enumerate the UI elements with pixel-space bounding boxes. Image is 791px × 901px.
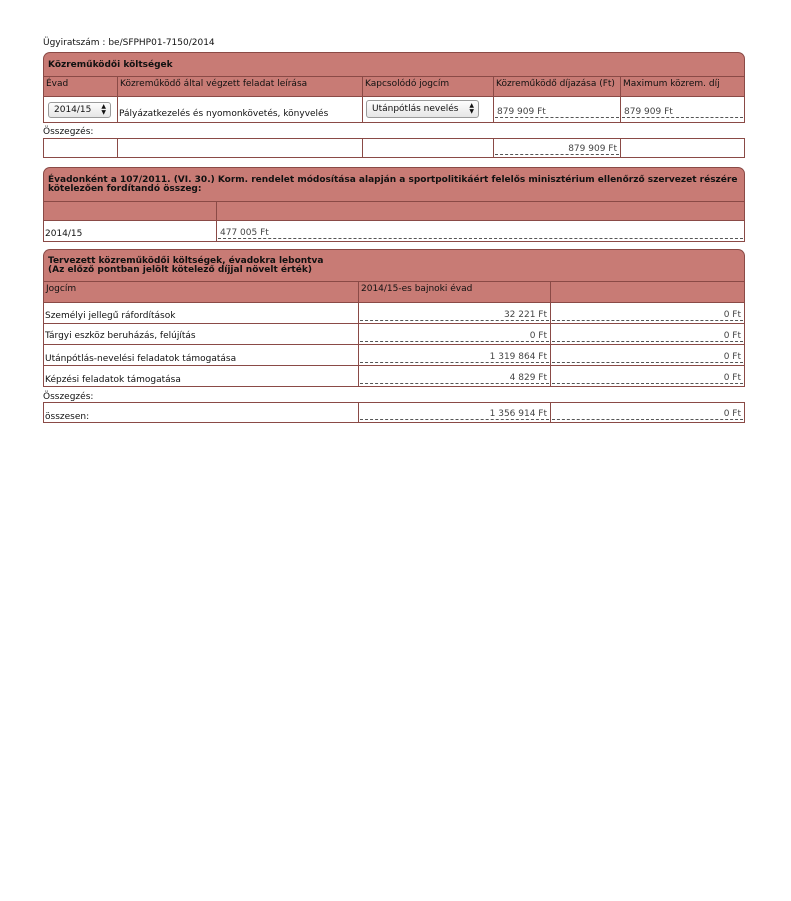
- summary-fee-value: 879 909 Ft: [495, 144, 619, 155]
- planned-costs-title: [43, 249, 745, 281]
- header-related-title: Kapcsolódó jogcím: [363, 77, 494, 96]
- total-row: [43, 402, 745, 423]
- row-label: Tárgyi eszköz beruházás, felújítás: [45, 331, 196, 341]
- total-extra-cell: [551, 403, 745, 422]
- row-value-input[interactable]: 1 319 864 Ft: [360, 352, 549, 363]
- row-value-cell: [359, 324, 551, 344]
- header-season: Évad: [43, 77, 118, 96]
- row-label-cell: [43, 366, 359, 386]
- total-label: összesen:: [45, 412, 90, 422]
- row-value-input[interactable]: 4 829 Ft: [360, 373, 549, 384]
- row-label: Utánpótlás-nevelési feladatok támogatása: [45, 354, 237, 364]
- row-extra-cell: [551, 303, 745, 323]
- planned-costs-title-line1: Tervezett közreműködői költségek, évadokra lebontva: [48, 256, 324, 266]
- fee-input[interactable]: 879 909 Ft: [495, 107, 619, 118]
- row-label-cell: [43, 345, 359, 365]
- row-value-input[interactable]: 0 Ft: [360, 331, 549, 342]
- contributor-costs-header-row: [43, 76, 745, 97]
- row-extra-cell: [551, 366, 745, 386]
- mandatory-season-cell: [43, 221, 217, 241]
- mandatory-amount-row: [43, 221, 745, 242]
- mandatory-amount-header-row: [43, 201, 745, 221]
- row-value-cell: [359, 303, 551, 323]
- row-label: Személyi jellegű ráfordítások: [45, 311, 176, 321]
- description-cell: [118, 97, 363, 122]
- max-fee-input[interactable]: 879 909 Ft: [622, 107, 743, 118]
- header-extra: [551, 282, 745, 302]
- row-extra-input[interactable]: 0 Ft: [552, 373, 743, 384]
- row-extra-input[interactable]: 0 Ft: [552, 331, 743, 342]
- mandatory-amount-cell: [217, 221, 745, 241]
- planned-summary-label: Összegzés:: [43, 392, 94, 402]
- case-number: Ügyiratszám : be/SFPHP01-7150/2014: [43, 38, 215, 48]
- total-extra-value: 0 Ft: [552, 409, 743, 420]
- related-title-select[interactable]: [366, 100, 479, 118]
- row-value-cell: [359, 345, 551, 365]
- row-extra-input[interactable]: 0 Ft: [552, 310, 743, 321]
- task-description: Pályázatkezelés és nyomonkövetés, könyvelés: [119, 109, 329, 119]
- row-extra-cell: [551, 324, 745, 344]
- row-value-input[interactable]: 32 221 Ft: [360, 310, 549, 321]
- chevron-updown-icon: ▲ ▼: [469, 102, 474, 115]
- season-select-value: 2014/15: [54, 105, 92, 115]
- planned-costs-header-row: [43, 281, 745, 303]
- row-label-cell: [43, 303, 359, 323]
- contributor-cost-row: [43, 97, 745, 123]
- summary-empty-cell: [363, 139, 494, 157]
- contributor-costs-title: Közreműködői költségek: [43, 52, 745, 76]
- header-description: Közreműködő által végzett feladat leírása: [118, 77, 363, 96]
- header-empty-cell: [217, 202, 745, 220]
- season-cell: [43, 97, 118, 122]
- summary-label: Összegzés:: [43, 127, 94, 137]
- mandatory-season: 2014/15: [45, 229, 83, 239]
- row-label: Képzési feladatok támogatása: [45, 375, 181, 385]
- table-row: [43, 366, 745, 387]
- table-row: [43, 324, 745, 345]
- related-title-cell: [363, 97, 494, 122]
- header-fee: Közreműködő díjazása (Ft): [494, 77, 621, 96]
- table-row: [43, 303, 745, 324]
- max-fee-cell: [621, 97, 745, 122]
- summary-empty-cell: [43, 139, 118, 157]
- header-title: Jogcím: [43, 282, 359, 302]
- season-select[interactable]: [48, 102, 111, 118]
- header-empty-cell: [43, 202, 217, 220]
- row-value-cell: [359, 366, 551, 386]
- header-max-fee: Maximum közrem. díj: [621, 77, 745, 96]
- mandatory-amount-title-line2: kötelezően fordítandó összeg:: [48, 184, 202, 194]
- mandatory-amount-input[interactable]: 477 005 Ft: [218, 228, 743, 239]
- chevron-updown-icon: ▲ ▼: [101, 103, 106, 116]
- fee-cell: [494, 97, 621, 122]
- mandatory-amount-title-line1: Évadonként a 107/2011. (VI. 30.) Korm. rendelet módosítása alapján a sportpolitikáért felelős minisztérium ellenőrző szervezet részére: [48, 175, 738, 185]
- summary-fee-cell: [494, 139, 621, 157]
- planned-costs-panel: [43, 249, 745, 423]
- summary-empty-cell: [621, 139, 745, 157]
- summary-empty-cell: [118, 139, 363, 157]
- mandatory-amount-panel: [43, 167, 745, 242]
- row-extra-input[interactable]: 0 Ft: [552, 352, 743, 363]
- total-value: 1 356 914 Ft: [360, 409, 549, 420]
- mandatory-amount-title: [43, 167, 745, 201]
- row-label-cell: [43, 324, 359, 344]
- related-title-select-value: Utánpótlás nevelés: [372, 104, 459, 114]
- summary-row: [43, 138, 745, 158]
- table-row: [43, 345, 745, 366]
- header-season: 2014/15-es bajnoki évad: [359, 282, 551, 302]
- planned-costs-title-line2: (Az előző pontban jelölt kötelező díjjal növelt érték): [48, 265, 312, 275]
- contributor-costs-panel: [43, 52, 745, 158]
- row-extra-cell: [551, 345, 745, 365]
- total-value-cell: [359, 403, 551, 422]
- total-label-cell: [43, 403, 359, 422]
